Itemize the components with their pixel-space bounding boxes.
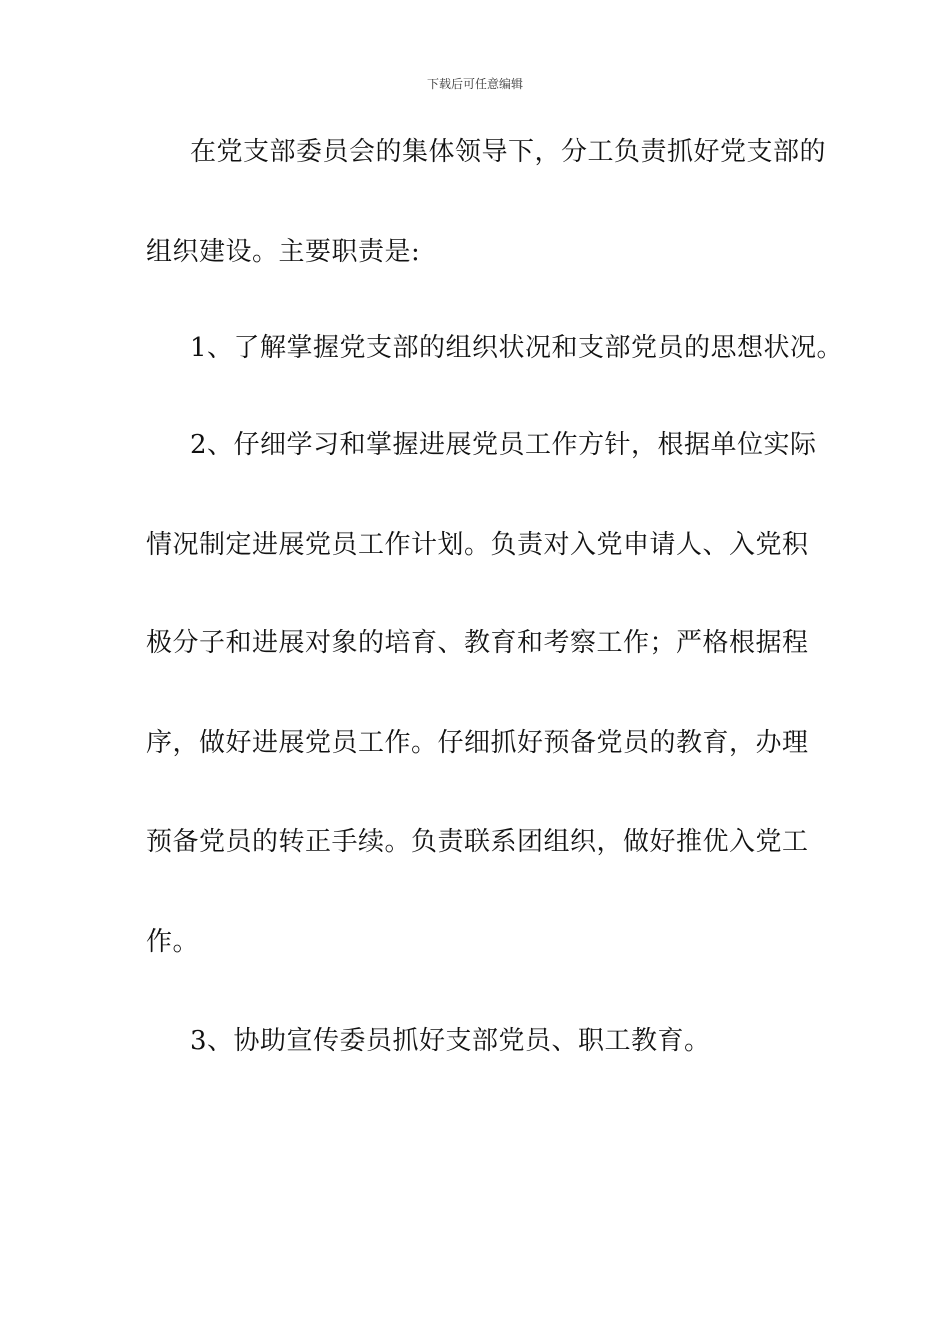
- text-line: [0, 132, 950, 172]
- text-line: [0, 623, 950, 663]
- text-line: [0, 425, 950, 465]
- text-line-content: 1、了解掌握党支部的组织状况和支部党员的思想状况。: [190, 333, 844, 363]
- page-header: 下载后可任意编辑: [426, 77, 523, 91]
- text-line: [0, 232, 950, 272]
- text-line: [0, 723, 950, 763]
- text-line-content: 作。: [146, 927, 200, 957]
- text-line: [0, 1021, 950, 1061]
- text-line-content: 序，做好进展党员工作。仔细抓好预备党员的教育，办理: [146, 728, 809, 758]
- text-line-content: 组织建设。主要职责是:: [146, 237, 421, 267]
- text-line-content: 情况制定进展党员工作计划。负责对入党申请人、入党积: [146, 530, 809, 560]
- text-line: [0, 525, 950, 565]
- text-line-content: 预备党员的转正手续。负责联系团组织，做好推优入党工: [146, 827, 809, 857]
- text-line-content: 在党支部委员会的集体领导下，分工负责抓好党支部的: [190, 137, 827, 167]
- text-line-content: 2、仔细学习和掌握进展党员工作方针，根据单位实际: [190, 430, 817, 460]
- text-line-content: 极分子和进展对象的培育、教育和考察工作；严格根据程: [146, 628, 809, 658]
- text-line: [0, 922, 950, 962]
- text-line-content: 3、协助宣传委员抓好支部党员、职工教育。: [190, 1026, 711, 1056]
- text-line: [0, 328, 950, 368]
- text-line: [0, 822, 950, 862]
